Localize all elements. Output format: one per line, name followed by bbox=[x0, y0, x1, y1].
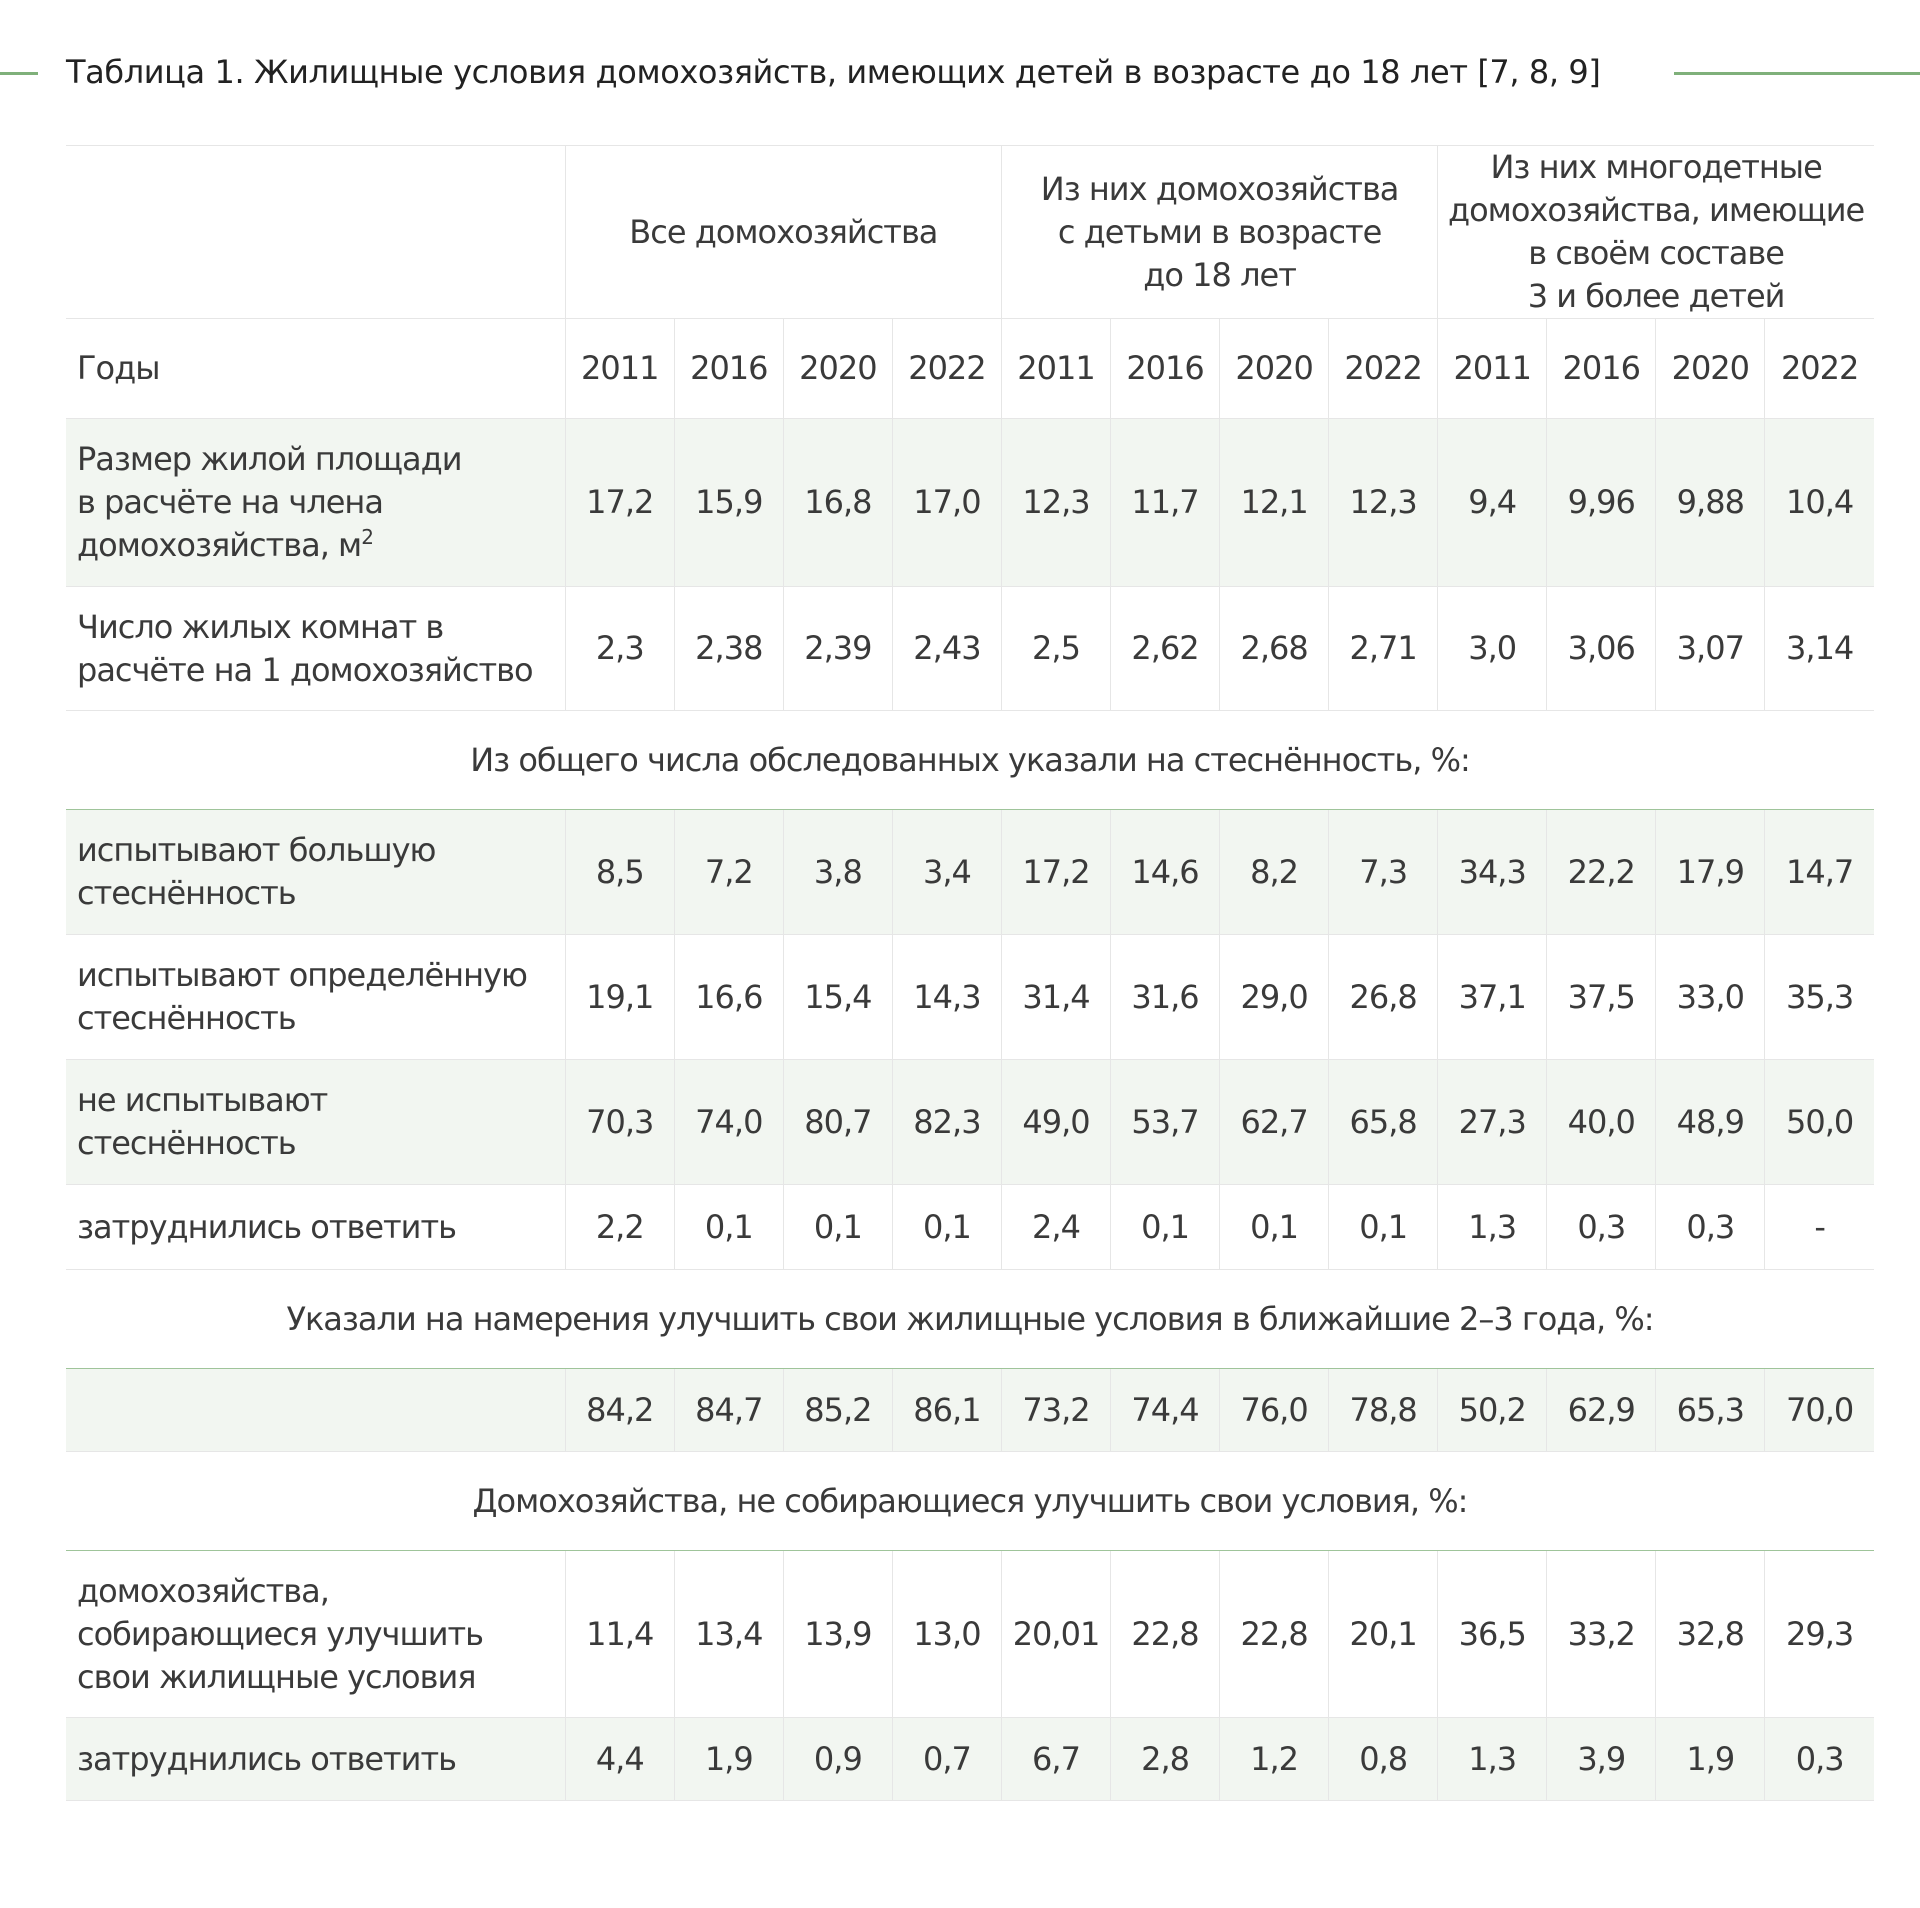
table-caption bbox=[0, 42, 1920, 104]
value-cell: 9,88 bbox=[1656, 419, 1765, 587]
table-row-intent bbox=[66, 1369, 1874, 1452]
row-label-hard1 bbox=[66, 1185, 565, 1270]
value-cell: 32,8 bbox=[1656, 1551, 1765, 1718]
value-cell: 70,0 bbox=[1765, 1369, 1874, 1452]
row-label-area bbox=[66, 419, 565, 587]
value-cell: 6,7 bbox=[1001, 1718, 1110, 1801]
table-row-hard2 bbox=[66, 1718, 1874, 1801]
value-cell: 0,1 bbox=[892, 1185, 1001, 1270]
year-header-cell: 2020 bbox=[1656, 319, 1765, 419]
year-header-cell: 2022 bbox=[1765, 319, 1874, 419]
value-cell: 12,3 bbox=[1001, 419, 1110, 587]
value-cell: 0,7 bbox=[892, 1718, 1001, 1801]
value-cell: 19,1 bbox=[565, 935, 674, 1060]
value-cell: 40,0 bbox=[1547, 1060, 1656, 1185]
value-cell: 8,5 bbox=[565, 810, 674, 935]
year-header-cell: 2022 bbox=[1329, 319, 1438, 419]
row-label-big bbox=[66, 810, 565, 935]
value-cell: 2,2 bbox=[565, 1185, 674, 1270]
value-cell: 65,8 bbox=[1329, 1060, 1438, 1185]
value-cell: 2,68 bbox=[1220, 587, 1329, 711]
value-cell: 74,0 bbox=[674, 1060, 783, 1185]
value-cell: 0,3 bbox=[1547, 1185, 1656, 1270]
header-row-groups bbox=[66, 146, 1874, 319]
section-row-section_crowding bbox=[66, 711, 1874, 810]
value-cell: 70,3 bbox=[565, 1060, 674, 1185]
section-heading: Указали на намерения улучшить свои жилищные условия в ближайшие 2–3 года, %: bbox=[66, 1270, 1874, 1369]
value-cell: 15,4 bbox=[783, 935, 892, 1060]
section-row-section_not bbox=[66, 1452, 1874, 1551]
value-cell: 62,9 bbox=[1547, 1369, 1656, 1452]
year-header-cell: 2011 bbox=[1438, 319, 1547, 419]
value-cell: 3,07 bbox=[1656, 587, 1765, 711]
value-cell: 84,7 bbox=[674, 1369, 783, 1452]
value-cell: 29,3 bbox=[1765, 1551, 1874, 1718]
value-cell: 14,3 bbox=[892, 935, 1001, 1060]
value-cell: 12,3 bbox=[1329, 419, 1438, 587]
row-label-text: затруднились ответить bbox=[77, 1207, 456, 1246]
value-cell: 35,3 bbox=[1765, 935, 1874, 1060]
header-corner-cell bbox=[66, 146, 565, 319]
value-cell: 2,38 bbox=[674, 587, 783, 711]
value-cell: 17,9 bbox=[1656, 810, 1765, 935]
value-cell: 2,43 bbox=[892, 587, 1001, 711]
value-cell: 2,71 bbox=[1329, 587, 1438, 711]
value-cell: 1,2 bbox=[1220, 1718, 1329, 1801]
table-row-area bbox=[66, 419, 1874, 587]
value-cell: 27,3 bbox=[1438, 1060, 1547, 1185]
value-cell: 2,62 bbox=[1111, 587, 1220, 711]
table-row-none bbox=[66, 1060, 1874, 1185]
header-row-years bbox=[66, 319, 1874, 419]
section-row-section_intent bbox=[66, 1270, 1874, 1369]
value-cell: 16,6 bbox=[674, 935, 783, 1060]
years-label: Годы bbox=[66, 319, 565, 419]
value-cell: 85,2 bbox=[783, 1369, 892, 1452]
value-cell: 7,3 bbox=[1329, 810, 1438, 935]
group-header-3: Из них многодетные домохозяйства, имеющие в своём составе 3 и более детей bbox=[1438, 146, 1874, 319]
section-heading: Из общего числа обследованных указали на стеснённость, %: bbox=[66, 711, 1874, 810]
value-cell: 3,4 bbox=[892, 810, 1001, 935]
value-cell: 50,2 bbox=[1438, 1369, 1547, 1452]
value-cell: 3,9 bbox=[1547, 1718, 1656, 1801]
value-cell: 0,1 bbox=[674, 1185, 783, 1270]
unit-superscript: 2 bbox=[361, 525, 373, 549]
value-cell: 65,3 bbox=[1656, 1369, 1765, 1452]
row-label-text: Размер жилой площади в расчёте на члена домохозяйства, м bbox=[77, 440, 462, 564]
table-row-certain bbox=[66, 935, 1874, 1060]
value-cell: 20,1 bbox=[1329, 1551, 1438, 1718]
value-cell: 0,3 bbox=[1765, 1718, 1874, 1801]
value-cell: 22,8 bbox=[1111, 1551, 1220, 1718]
value-cell: 13,4 bbox=[674, 1551, 783, 1718]
value-cell: 14,7 bbox=[1765, 810, 1874, 935]
value-cell: 37,1 bbox=[1438, 935, 1547, 1060]
year-header-cell: 2020 bbox=[1220, 319, 1329, 419]
value-cell: 74,4 bbox=[1111, 1369, 1220, 1452]
value-cell: 2,8 bbox=[1111, 1718, 1220, 1801]
row-label-text: испытывают большую стеснённость bbox=[77, 831, 436, 912]
value-cell: 34,3 bbox=[1438, 810, 1547, 935]
value-cell: 9,96 bbox=[1547, 419, 1656, 587]
value-cell: 2,3 bbox=[565, 587, 674, 711]
value-cell: 0,3 bbox=[1656, 1185, 1765, 1270]
row-label-certain bbox=[66, 935, 565, 1060]
value-cell: 1,9 bbox=[674, 1718, 783, 1801]
table-row-hard1 bbox=[66, 1185, 1874, 1270]
value-cell: 82,3 bbox=[892, 1060, 1001, 1185]
row-label-none bbox=[66, 1060, 565, 1185]
year-header-cell: 2011 bbox=[565, 319, 674, 419]
value-cell: 9,4 bbox=[1438, 419, 1547, 587]
value-cell: 62,7 bbox=[1220, 1060, 1329, 1185]
value-cell: 26,8 bbox=[1329, 935, 1438, 1060]
value-cell: 50,0 bbox=[1765, 1060, 1874, 1185]
value-cell: 0,1 bbox=[783, 1185, 892, 1270]
table-row-rooms bbox=[66, 587, 1874, 711]
row-label-hard2 bbox=[66, 1718, 565, 1801]
value-cell: 10,4 bbox=[1765, 419, 1874, 587]
value-cell: 33,2 bbox=[1547, 1551, 1656, 1718]
value-cell: 8,2 bbox=[1220, 810, 1329, 935]
row-label-text: затруднились ответить bbox=[77, 1739, 456, 1778]
value-cell: 2,4 bbox=[1001, 1185, 1110, 1270]
value-cell: 3,14 bbox=[1765, 587, 1874, 711]
value-cell: 16,8 bbox=[783, 419, 892, 587]
value-cell: 2,5 bbox=[1001, 587, 1110, 711]
value-cell: 3,8 bbox=[783, 810, 892, 935]
value-cell: 31,6 bbox=[1111, 935, 1220, 1060]
value-cell: 22,2 bbox=[1547, 810, 1656, 935]
row-label-text: Число жилых комнат в расчёте на 1 домохозяйство bbox=[77, 607, 533, 689]
table-title: Таблица 1. Жилищные условия домохозяйств, имеющих детей в возрасте до 18 лет [7, 8, 9] bbox=[66, 53, 1601, 91]
row-label-intent bbox=[66, 1369, 565, 1452]
value-cell: 13,9 bbox=[783, 1551, 892, 1718]
value-cell: 49,0 bbox=[1001, 1060, 1110, 1185]
value-cell: 1,3 bbox=[1438, 1718, 1547, 1801]
caption-accent-line-right bbox=[1674, 72, 1920, 75]
value-cell: 3,0 bbox=[1438, 587, 1547, 711]
value-cell: 2,39 bbox=[783, 587, 892, 711]
value-cell: 1,3 bbox=[1438, 1185, 1547, 1270]
row-label-text: не испытывают стеснённость bbox=[77, 1081, 328, 1162]
value-cell: 0,1 bbox=[1329, 1185, 1438, 1270]
year-header-cell: 2016 bbox=[1111, 319, 1220, 419]
value-cell: 13,0 bbox=[892, 1551, 1001, 1718]
value-cell: 17,2 bbox=[1001, 810, 1110, 935]
group-header-2: Из них домохозяйства с детьми в возрасте до 18 лет bbox=[1001, 146, 1437, 319]
row-label-text: испытывают определённую стеснённость bbox=[77, 956, 527, 1037]
housing-conditions-table bbox=[66, 145, 1874, 1801]
year-header-cell: 2022 bbox=[892, 319, 1001, 419]
value-cell: 36,5 bbox=[1438, 1551, 1547, 1718]
value-cell: 48,9 bbox=[1656, 1060, 1765, 1185]
value-cell: 84,2 bbox=[565, 1369, 674, 1452]
row-label-text: домохозяйства, собирающиеся улучшить свои жилищные условия bbox=[77, 1571, 484, 1696]
table-row-plan bbox=[66, 1551, 1874, 1718]
caption-accent-line-left bbox=[0, 72, 38, 75]
value-cell: 53,7 bbox=[1111, 1060, 1220, 1185]
value-cell: 1,9 bbox=[1656, 1718, 1765, 1801]
value-cell: 15,9 bbox=[674, 419, 783, 587]
value-cell: 78,8 bbox=[1329, 1369, 1438, 1452]
value-cell: 73,2 bbox=[1001, 1369, 1110, 1452]
value-cell: 0,1 bbox=[1111, 1185, 1220, 1270]
value-cell: 3,06 bbox=[1547, 587, 1656, 711]
value-cell: 20,01 bbox=[1001, 1551, 1110, 1718]
year-header-cell: 2016 bbox=[674, 319, 783, 419]
value-cell: 7,2 bbox=[674, 810, 783, 935]
value-cell: 14,6 bbox=[1111, 810, 1220, 935]
value-cell: - bbox=[1765, 1185, 1874, 1270]
group-header-1: Все домохозяйства bbox=[565, 146, 1001, 319]
value-cell: 86,1 bbox=[892, 1369, 1001, 1452]
year-header-cell: 2020 bbox=[783, 319, 892, 419]
section-heading: Домохозяйства, не собирающиеся улучшить свои условия, %: bbox=[66, 1452, 1874, 1551]
value-cell: 4,4 bbox=[565, 1718, 674, 1801]
value-cell: 31,4 bbox=[1001, 935, 1110, 1060]
value-cell: 33,0 bbox=[1656, 935, 1765, 1060]
value-cell: 76,0 bbox=[1220, 1369, 1329, 1452]
value-cell: 11,7 bbox=[1111, 419, 1220, 587]
value-cell: 37,5 bbox=[1547, 935, 1656, 1060]
value-cell: 0,9 bbox=[783, 1718, 892, 1801]
value-cell: 29,0 bbox=[1220, 935, 1329, 1060]
value-cell: 11,4 bbox=[565, 1551, 674, 1718]
value-cell: 17,0 bbox=[892, 419, 1001, 587]
value-cell: 0,1 bbox=[1220, 1185, 1329, 1270]
value-cell: 12,1 bbox=[1220, 419, 1329, 587]
year-header-cell: 2011 bbox=[1001, 319, 1110, 419]
value-cell: 80,7 bbox=[783, 1060, 892, 1185]
value-cell: 17,2 bbox=[565, 419, 674, 587]
value-cell: 22,8 bbox=[1220, 1551, 1329, 1718]
row-label-plan bbox=[66, 1551, 565, 1718]
table-row-big bbox=[66, 810, 1874, 935]
row-label-rooms bbox=[66, 587, 565, 711]
year-header-cell: 2016 bbox=[1547, 319, 1656, 419]
value-cell: 0,8 bbox=[1329, 1718, 1438, 1801]
